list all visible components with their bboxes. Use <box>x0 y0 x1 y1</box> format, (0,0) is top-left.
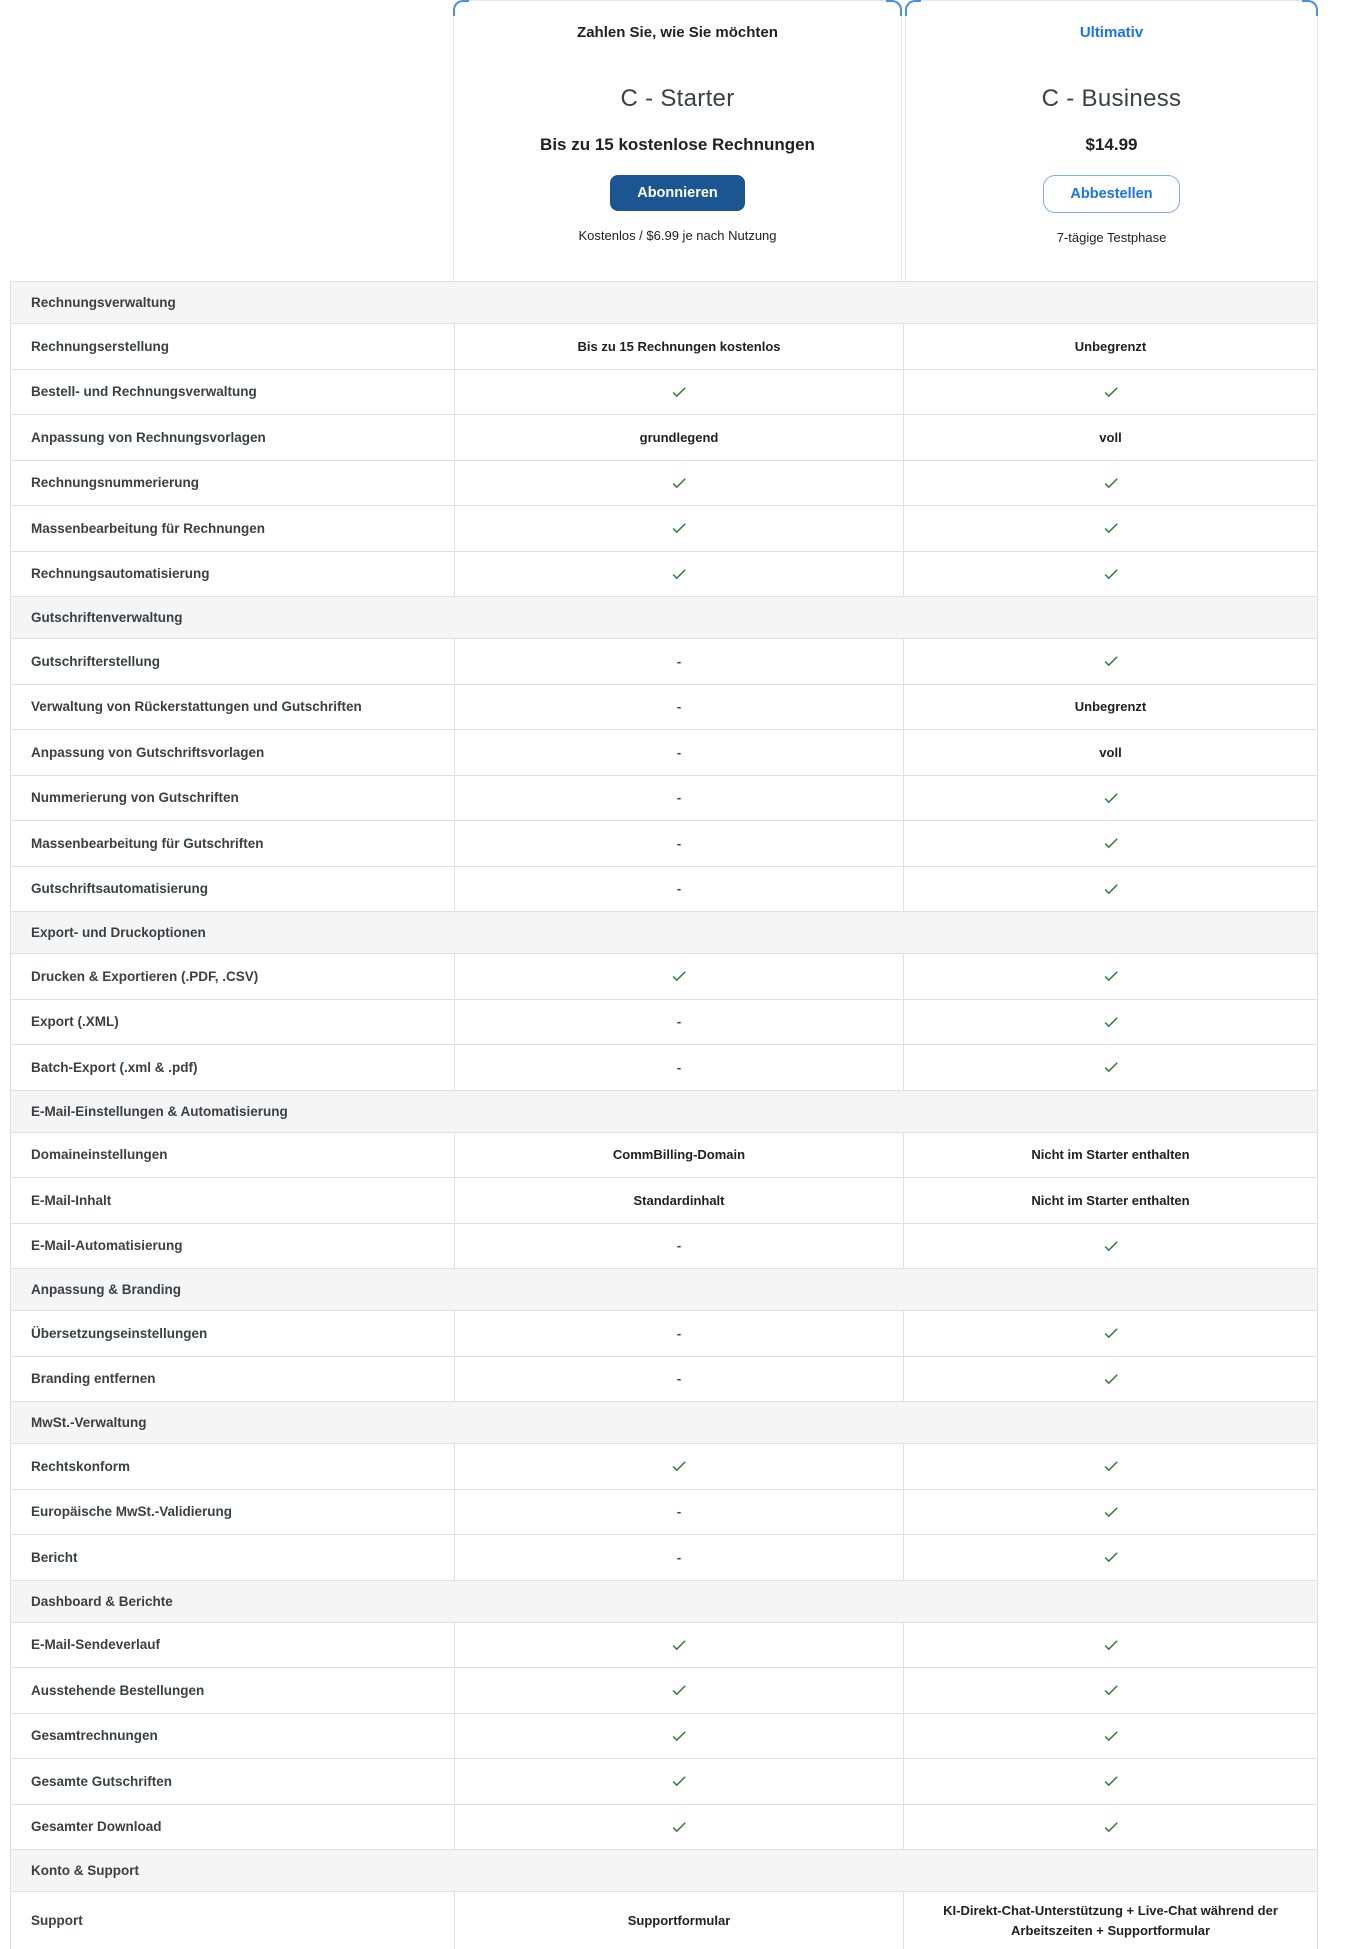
feature-label-cell <box>11 639 454 684</box>
section-header-row <box>11 912 1317 954</box>
check-icon <box>670 1636 688 1654</box>
plan-note: Kostenlos / $6.99 je nach Nutzung <box>578 228 777 243</box>
business-value-cell <box>903 1133 1317 1178</box>
check-icon <box>670 1818 688 1836</box>
dash-value: - <box>676 1238 682 1253</box>
section-title: Anpassung & Branding <box>31 1282 182 1297</box>
table-row <box>11 552 1317 598</box>
starter-value-cell <box>454 1535 903 1580</box>
starter-value-cell <box>454 1623 903 1668</box>
dash-value: - <box>676 1059 682 1075</box>
business-value-cell <box>903 1490 1317 1535</box>
feature-label-cell <box>11 1759 454 1804</box>
feature-label-cell <box>11 954 454 999</box>
feature-label-cell <box>11 685 454 730</box>
section-header-row <box>11 597 1317 639</box>
pricing-table <box>10 281 1318 1949</box>
starter-value-cell <box>454 730 903 775</box>
section-header-row <box>11 1091 1317 1133</box>
feature-label-cell <box>11 1892 454 1949</box>
dash-value: - <box>676 1504 682 1519</box>
check-icon <box>1102 1370 1120 1388</box>
feature-label-cell <box>11 506 454 551</box>
table-row <box>11 1668 1317 1714</box>
check-icon <box>1102 1503 1120 1521</box>
table-row <box>11 1623 1317 1669</box>
feature-label-cell <box>11 1224 454 1269</box>
starter-value-cell <box>454 370 903 415</box>
feature-label-cell <box>11 461 454 506</box>
business-value-cell <box>903 1714 1317 1759</box>
section-title: Rechnungsverwaltung <box>31 295 176 310</box>
check-icon <box>670 1727 688 1745</box>
feature-label: Anpassung von Rechnungsvorlagen <box>31 429 266 445</box>
feature-label-cell <box>11 1714 454 1759</box>
dash-value: - <box>676 1325 682 1341</box>
table-row <box>11 730 1317 776</box>
plan-tagline: Zahlen Sie, wie Sie möchten <box>577 24 778 41</box>
table-row <box>11 324 1317 370</box>
feature-label: Massenbearbeitung für Gutschriften <box>31 835 264 851</box>
business-value-cell <box>903 1759 1317 1804</box>
plan-card-business <box>905 0 1318 281</box>
business-value-cell <box>903 324 1317 369</box>
starter-value-cell <box>454 1178 903 1223</box>
starter-value-cell <box>454 461 903 506</box>
section-title: Export- und Druckoptionen <box>31 925 206 940</box>
section-header-row <box>11 1581 1317 1623</box>
business-value-cell <box>903 639 1317 684</box>
feature-label: Domaineinstellungen <box>31 1147 168 1163</box>
feature-label: Übersetzungseinstellungen <box>31 1325 208 1341</box>
table-row <box>11 1000 1317 1046</box>
feature-label-cell <box>11 324 454 369</box>
starter-value-cell <box>454 1444 903 1489</box>
feature-label-cell <box>11 1490 454 1535</box>
check-icon <box>1102 967 1120 985</box>
check-icon <box>1102 1548 1120 1566</box>
check-icon <box>1102 1636 1120 1654</box>
feature-value: Standardinhalt <box>633 1192 725 1208</box>
feature-label-cell <box>11 1045 454 1090</box>
feature-label-cell <box>11 1357 454 1402</box>
feature-value: Nicht im Starter enthalten <box>1031 1147 1190 1162</box>
starter-value-cell <box>454 1714 903 1759</box>
starter-value-cell <box>454 1759 903 1804</box>
table-row <box>11 415 1317 461</box>
feature-label-cell <box>11 552 454 597</box>
feature-value: Unbegrenzt <box>1074 338 1147 354</box>
business-value-cell <box>903 1623 1317 1668</box>
business-value-cell <box>903 867 1317 912</box>
business-value-cell <box>903 954 1317 999</box>
business-value-cell <box>903 1045 1317 1090</box>
starter-value-cell <box>454 776 903 821</box>
check-icon <box>670 383 688 401</box>
table-row <box>11 461 1317 507</box>
table-row <box>11 1805 1317 1851</box>
business-value-cell <box>903 685 1317 730</box>
starter-value-cell <box>454 1000 903 1045</box>
dash-value: - <box>676 881 682 896</box>
business-value-cell <box>903 1178 1317 1223</box>
feature-label: Rechnungsnummerierung <box>31 475 200 491</box>
section-title: E-Mail-Einstellungen & Automatisierung <box>31 1103 288 1119</box>
table-row <box>11 370 1317 416</box>
check-icon <box>670 565 688 583</box>
section-header-row <box>11 1269 1317 1311</box>
starter-value-cell <box>454 415 903 460</box>
check-icon <box>1102 1772 1120 1790</box>
check-icon <box>1102 383 1120 401</box>
business-value-cell <box>903 1357 1317 1402</box>
unsubscribe-button[interactable]: Abbestellen <box>1043 175 1179 213</box>
feature-label-cell <box>11 1668 454 1713</box>
feature-label: Rechtskonform <box>31 1458 131 1474</box>
dash-value: - <box>676 835 682 851</box>
table-row <box>11 1224 1317 1270</box>
check-icon <box>670 1457 688 1475</box>
feature-label: Rechnungserstellung <box>31 338 170 354</box>
feature-label: E-Mail-Automatisierung <box>31 1238 183 1254</box>
business-value-cell <box>903 1805 1317 1850</box>
check-icon <box>670 519 688 537</box>
table-row <box>11 685 1317 731</box>
table-row <box>11 821 1317 867</box>
section-title: Dashboard & Berichte <box>31 1593 173 1609</box>
feature-label-cell <box>11 1133 454 1178</box>
check-icon <box>1102 789 1120 807</box>
dash-value: - <box>676 653 682 669</box>
dash-value: - <box>676 744 682 760</box>
feature-label-cell <box>11 1623 454 1668</box>
business-value-cell <box>903 821 1317 866</box>
section-header-row <box>11 1402 1317 1444</box>
dash-value: - <box>676 1014 682 1029</box>
check-icon <box>1102 652 1120 670</box>
table-row <box>11 1759 1317 1805</box>
starter-value-cell <box>454 954 903 999</box>
dash-value: - <box>676 699 682 714</box>
table-row <box>11 1714 1317 1760</box>
feature-label-cell <box>11 821 454 866</box>
starter-value-cell <box>454 1045 903 1090</box>
table-row <box>11 639 1317 685</box>
business-value-cell <box>903 506 1317 551</box>
feature-label-cell <box>11 867 454 912</box>
feature-label: Gesamtrechnungen <box>31 1728 158 1744</box>
starter-value-cell <box>454 685 903 730</box>
feature-label-cell <box>11 370 454 415</box>
starter-value-cell <box>454 1357 903 1402</box>
feature-label: Gesamter Download <box>31 1819 162 1835</box>
feature-label: Verwaltung von Rückerstattungen und Gutschriften <box>31 699 362 715</box>
feature-label: Bericht <box>31 1549 78 1565</box>
feature-label-cell <box>11 1311 454 1356</box>
feature-value: CommBilling-Domain <box>612 1147 746 1162</box>
business-value-cell <box>903 730 1317 775</box>
business-value-cell <box>903 552 1317 597</box>
check-icon <box>1102 1727 1120 1745</box>
business-value-cell <box>903 1224 1317 1269</box>
check-icon <box>1102 1013 1120 1031</box>
check-icon <box>1102 1681 1120 1699</box>
starter-value-cell <box>454 821 903 866</box>
starter-value-cell <box>454 552 903 597</box>
plan-name: C - Starter <box>620 85 735 112</box>
business-value-cell <box>903 415 1317 460</box>
feature-value: KI-Direkt-Chat-Unterstützung + Live-Chat während der Arbeitszeiten + Supportformular <box>943 1903 1278 1938</box>
section-title: Gutschriftenverwaltung <box>31 610 183 625</box>
business-value-cell <box>903 1000 1317 1045</box>
starter-value-cell <box>454 1668 903 1713</box>
feature-value: grundlegend <box>639 429 719 445</box>
feature-label: Europäische MwSt.-Validierung <box>31 1504 233 1520</box>
check-icon <box>670 1681 688 1699</box>
table-row <box>11 1357 1317 1403</box>
feature-label: Massenbearbeitung für Rechnungen <box>31 520 266 536</box>
feature-label-cell <box>11 1444 454 1489</box>
starter-value-cell <box>454 1311 903 1356</box>
feature-value: Unbegrenzt <box>1074 699 1147 714</box>
table-row <box>11 1444 1317 1490</box>
business-value-cell <box>903 1311 1317 1356</box>
feature-label: Gutschrifterstellung <box>31 653 161 669</box>
dash-value: - <box>676 1371 682 1386</box>
table-row <box>11 506 1317 552</box>
business-value-cell <box>903 1535 1317 1580</box>
feature-label: Drucken & Exportieren (.PDF, .CSV) <box>31 968 259 984</box>
business-value-cell <box>903 1892 1317 1949</box>
business-value-cell <box>903 1444 1317 1489</box>
business-value-cell <box>903 776 1317 821</box>
starter-value-cell <box>454 1490 903 1535</box>
feature-label: Gutschriftsautomatisierung <box>31 881 209 897</box>
check-icon <box>1102 1818 1120 1836</box>
check-icon <box>670 1772 688 1790</box>
check-icon <box>1102 1324 1120 1342</box>
starter-value-cell <box>454 324 903 369</box>
table-row <box>11 1535 1317 1581</box>
feature-value: voll <box>1099 744 1122 760</box>
check-icon <box>1102 1058 1120 1076</box>
feature-label: Batch-Export (.xml & .pdf) <box>31 1059 198 1075</box>
feature-label: Nummerierung von Gutschriften <box>31 790 239 806</box>
starter-value-cell <box>454 1224 903 1269</box>
table-row <box>11 1490 1317 1536</box>
check-icon <box>1102 519 1120 537</box>
feature-value: Supportformular <box>627 1912 731 1928</box>
feature-label-cell <box>11 1535 454 1580</box>
table-row <box>11 776 1317 822</box>
feature-label-cell <box>11 730 454 775</box>
check-icon <box>1102 834 1120 852</box>
business-value-cell <box>903 370 1317 415</box>
check-icon <box>670 474 688 492</box>
section-title: MwSt.-Verwaltung <box>31 1415 147 1430</box>
subscribe-button[interactable]: Abonnieren <box>610 175 745 211</box>
starter-value-cell <box>454 1133 903 1178</box>
feature-value: Nicht im Starter enthalten <box>1031 1192 1190 1208</box>
check-icon <box>1102 474 1120 492</box>
section-header-row <box>11 1850 1317 1892</box>
section-header-row <box>11 282 1317 324</box>
feature-label: Gesamte Gutschriften <box>31 1773 173 1789</box>
feature-label: Bestell- und Rechnungsverwaltung <box>31 384 257 400</box>
check-icon <box>1102 880 1120 898</box>
feature-value: Bis zu 15 Rechnungen kostenlos <box>577 338 781 354</box>
feature-label: Support <box>31 1913 83 1928</box>
table-row <box>11 1892 1317 1949</box>
business-value-cell <box>903 1668 1317 1713</box>
starter-value-cell <box>454 867 903 912</box>
feature-label: Anpassung von Gutschriftsvorlagen <box>31 744 265 760</box>
table-row <box>11 1311 1317 1357</box>
feature-label-cell <box>11 1178 454 1223</box>
check-icon <box>1102 1457 1120 1475</box>
business-value-cell <box>903 461 1317 506</box>
feature-label: Export (.XML) <box>31 1014 119 1030</box>
plan-price: $14.99 <box>1085 135 1138 154</box>
feature-label-cell <box>11 1000 454 1045</box>
table-row <box>11 1045 1317 1091</box>
feature-label: Rechnungsautomatisierung <box>31 566 210 582</box>
dash-value: - <box>676 1549 682 1565</box>
starter-value-cell <box>454 1805 903 1850</box>
feature-label-cell <box>11 415 454 460</box>
table-row <box>11 867 1317 913</box>
feature-label: Ausstehende Bestellungen <box>31 1682 205 1698</box>
plan-name: C - Business <box>1041 85 1182 112</box>
table-row <box>11 1133 1317 1179</box>
feature-label-cell <box>11 776 454 821</box>
starter-value-cell <box>454 639 903 684</box>
plan-card-starter <box>453 0 902 281</box>
table-row <box>11 954 1317 1000</box>
starter-value-cell <box>454 506 903 551</box>
feature-label: E-Mail-Sendeverlauf <box>31 1637 161 1653</box>
check-icon <box>1102 1237 1120 1255</box>
plan-tagline: Ultimativ <box>1079 24 1144 41</box>
plan-note: 7-tägige Testphase <box>1056 230 1167 245</box>
feature-label: Branding entfernen <box>31 1371 156 1387</box>
feature-value: voll <box>1099 429 1122 445</box>
starter-value-cell <box>454 1892 903 1949</box>
feature-label-cell <box>11 1805 454 1850</box>
check-icon <box>1102 565 1120 583</box>
table-row <box>11 1178 1317 1224</box>
plan-subtitle: Bis zu 15 kostenlose Rechnungen <box>540 135 815 154</box>
section-title: Konto & Support <box>31 1863 139 1878</box>
feature-label: E-Mail-Inhalt <box>31 1192 112 1208</box>
check-icon <box>670 967 688 985</box>
dash-value: - <box>676 790 682 805</box>
